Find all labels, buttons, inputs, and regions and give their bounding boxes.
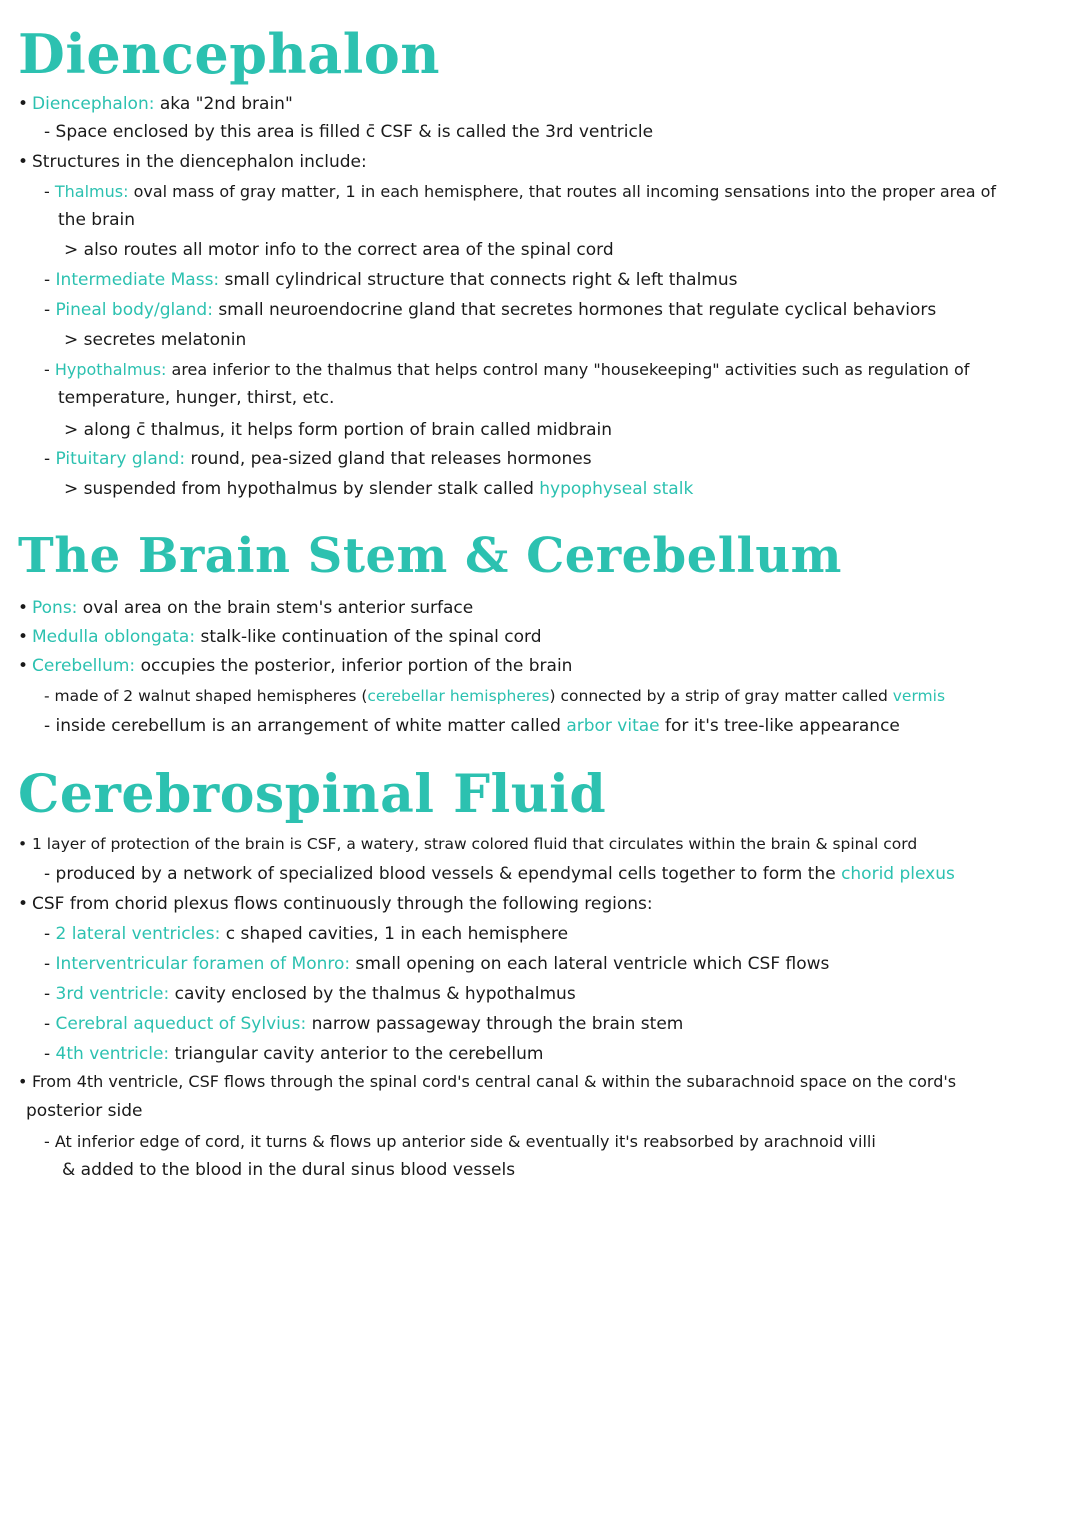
key-term: Diencephalon: bbox=[32, 94, 155, 114]
note-line: posterior side bbox=[26, 1101, 143, 1121]
key-term: Pons: bbox=[32, 598, 78, 618]
note-line: • Cerebellum: occupies the posterior, inferior portion of the brain bbox=[18, 656, 573, 676]
note-line: - Hypothalmus: area inferior to the thalmus that helps control many "housekeeping" activities such as regulation of bbox=[44, 360, 970, 379]
note-line: - Pineal body/gland: small neuroendocrine gland that secretes hormones that regulate cyclical behaviors bbox=[44, 300, 937, 320]
heading-brainstem: The Brain Stem & Cerebellum bbox=[18, 528, 842, 584]
note-line: • Diencephalon: aka "2nd brain" bbox=[18, 94, 293, 114]
key-term: Cerebral aqueduct of Sylvius: bbox=[55, 1014, 307, 1034]
key-term: Intermediate Mass: bbox=[55, 270, 220, 290]
note-line: • Pons: oval area on the brain stem's anterior surface bbox=[18, 598, 474, 618]
note-line: the brain bbox=[58, 210, 135, 230]
note-line: - inside cerebellum is an arrangement of white matter called arbor vitae for it's tree-like appearance bbox=[44, 716, 900, 736]
note-line: • Medulla oblongata: stalk-like continuation of the spinal cord bbox=[18, 627, 542, 647]
key-term: cerebellar hemispheres bbox=[367, 687, 550, 705]
key-term: hypophyseal stalk bbox=[539, 479, 694, 499]
key-term: Pineal body/gland: bbox=[55, 300, 213, 320]
note-line: - 2 lateral ventricles: c shaped cavities, 1 in each hemisphere bbox=[44, 924, 569, 944]
key-term: Hypothalmus: bbox=[54, 360, 167, 379]
note-line: - Space enclosed by this area is filled c̄ CSF & is called the 3rd ventricle bbox=[44, 122, 654, 142]
key-term: 4th ventricle: bbox=[55, 1044, 170, 1064]
note-line: - Intermediate Mass: small cylindrical structure that connects right & left thalmus bbox=[44, 270, 738, 290]
note-line: > suspended from hypothalmus by slender stalk called hypophyseal stalk bbox=[64, 479, 694, 499]
key-term: 2 lateral ventricles: bbox=[55, 924, 221, 944]
note-line: - Pituitary gland: round, pea-sized gland that releases hormones bbox=[44, 449, 592, 469]
note-line: • CSF from chorid plexus flows continuously through the following regions: bbox=[18, 894, 653, 914]
note-line: - At inferior edge of cord, it turns & flows up anterior side & eventually it's reabsorbed by arachnoid villi bbox=[44, 1132, 876, 1151]
key-term: chorid plexus bbox=[841, 864, 955, 884]
note-line: • From 4th ventricle, CSF flows through the spinal cord's central canal & within the subarachnoid space on the cord's bbox=[18, 1072, 957, 1091]
note-line: - produced by a network of specialized blood vessels & ependymal cells together to form the chorid plexus bbox=[44, 864, 955, 884]
heading-diencephalon: Diencephalon bbox=[18, 22, 440, 86]
note-line: • Structures in the diencephalon include: bbox=[18, 152, 367, 172]
note-line: - made of 2 walnut shaped hemispheres (cerebellar hemispheres) connected by a strip of gray matter called vermis bbox=[44, 687, 946, 705]
note-line: > along c̄ thalmus, it helps form portion of brain called midbrain bbox=[64, 420, 613, 440]
note-line: - 4th ventricle: triangular cavity anterior to the cerebellum bbox=[44, 1044, 544, 1064]
note-line: - 3rd ventricle: cavity enclosed by the thalmus & hypothalmus bbox=[44, 984, 576, 1004]
note-line: - Interventricular foramen of Monro: small opening on each lateral ventricle which CSF flows bbox=[44, 954, 830, 974]
key-term: Interventricular foramen of Monro: bbox=[55, 954, 351, 974]
key-term: Medulla oblongata: bbox=[32, 627, 196, 647]
note-line: temperature, hunger, thirst, etc. bbox=[58, 388, 335, 408]
note-line: - Cerebral aqueduct of Sylvius: narrow passageway through the brain stem bbox=[44, 1014, 684, 1034]
note-line: & added to the blood in the dural sinus blood vessels bbox=[62, 1160, 516, 1180]
note-line: • 1 layer of protection of the brain is CSF, a watery, straw colored fluid that circulates within the brain & spinal cord bbox=[18, 835, 918, 853]
note-line: - Thalmus: oval mass of gray matter, 1 in each hemisphere, that routes all incoming sensations into the proper area of bbox=[44, 182, 997, 201]
note-line: > secretes melatonin bbox=[64, 330, 247, 350]
key-term: 3rd ventricle: bbox=[55, 984, 170, 1004]
note-line: > also routes all motor info to the correct area of the spinal cord bbox=[64, 240, 614, 260]
key-term: Cerebellum: bbox=[32, 656, 136, 676]
heading-csf: Cerebrospinal Fluid bbox=[18, 764, 607, 825]
key-term: vermis bbox=[892, 687, 946, 705]
key-term: arbor vitae bbox=[566, 716, 660, 736]
key-term: Thalmus: bbox=[54, 182, 129, 201]
key-term: Pituitary gland: bbox=[55, 449, 186, 469]
